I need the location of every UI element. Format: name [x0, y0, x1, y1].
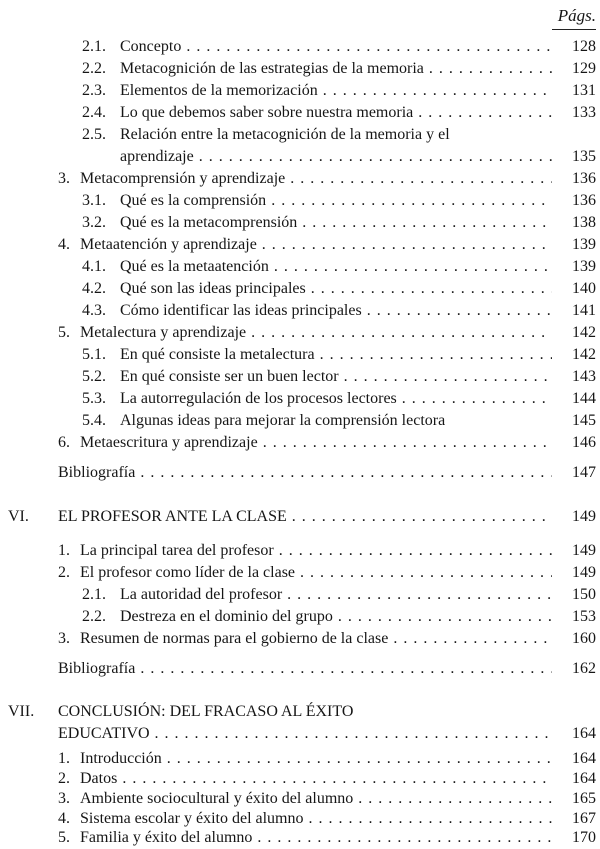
- pages-header-underline: [552, 29, 596, 30]
- toc-entry: 2.2. Metacognición de las estrategias de la memoria . . . 129: [0, 58, 600, 80]
- toc-entry: 2. Datos . . . 164: [0, 768, 600, 790]
- toc-entry: 5.4. Algunas ideas para mejorar la comprensión lectora 145: [82, 412, 596, 429]
- toc-entry: 5. Familia y éxito del alumno . . . 170: [0, 828, 600, 849]
- toc-entry: 5.1. En qué consiste la metalectura . . . 142: [0, 344, 600, 366]
- toc-entry: 2. El profesor como líder de la clase . . . 149: [0, 562, 600, 584]
- toc-entry: 2.1. La autoridad del profesor . . . 150: [0, 584, 600, 606]
- toc-entry: 6. Metaescritura y aprendizaje . . . 146: [0, 432, 600, 454]
- chapter-heading-continuation: EDUCATIVO . . . 164: [0, 723, 600, 745]
- toc-entry: 4.1. Qué es la metaatención . . . 139: [0, 256, 600, 278]
- toc-entry: 5. Metalectura y aprendizaje . . . 142: [0, 322, 600, 344]
- pages-header: Págs.: [557, 6, 596, 25]
- toc-entry: 3. Ambiente sociocultural y éxito del alumno . . . 165: [0, 788, 600, 810]
- toc-entry: 4. Sistema escolar y éxito del alumno . . . 167: [0, 808, 600, 830]
- toc-entry: 2.3. Elementos de la memorización . . . 131: [0, 80, 600, 102]
- toc-entry: 4.3. Cómo identificar las ideas principales . . . 141: [0, 300, 600, 322]
- toc-entry: 3. Resumen de normas para el gobierno de la clase . . . 160: [0, 628, 600, 650]
- toc-entry: 4.2. Qué son las ideas principales . . . 140: [0, 278, 600, 300]
- toc-entry: 2.1. Concepto . . . 128: [0, 36, 600, 58]
- toc-entry: 1. La principal tarea del profesor . . . 149: [0, 540, 600, 562]
- toc-entry: 3. Metacomprensión y aprendizaje . . . 136: [0, 168, 600, 190]
- toc-entry: 1. Introducción . . . 164: [0, 748, 600, 770]
- toc-entry-continuation: aprendizaje . . . 135: [0, 146, 600, 168]
- toc-entry-bibliography: Bibliografía . . . 147: [0, 462, 600, 484]
- toc-entry: 5.2. En qué consiste ser un buen lector . . . 143: [0, 366, 600, 388]
- toc-entry-bibliography: Bibliografía . . . 162: [0, 658, 600, 680]
- chapter-heading: VII. CONCLUSIÓN: DEL FRACASO AL ÉXITO: [8, 703, 354, 720]
- toc-entry: 2.2. Destreza en el dominio del grupo . . . 153: [0, 606, 600, 628]
- toc-entry: 5.3. La autorregulación de los procesos lectores . . . 144: [0, 388, 600, 410]
- chapter-heading: VI. EL PROFESOR ANTE LA CLASE . . . 149: [0, 506, 600, 528]
- toc-entry: 4. Metaatención y aprendizaje . . . 139: [0, 234, 600, 256]
- toc-entry: 3.2. Qué es la metacomprensión . . . 138: [0, 212, 600, 234]
- toc-entry: 2.4. Lo que debemos saber sobre nuestra memoria . . . 133: [0, 102, 600, 124]
- toc-entry: 3.1. Qué es la comprensión . . . 136: [0, 190, 600, 212]
- toc-entry: 2.5. Relación entre la metacognición de la memoria y el: [82, 126, 450, 143]
